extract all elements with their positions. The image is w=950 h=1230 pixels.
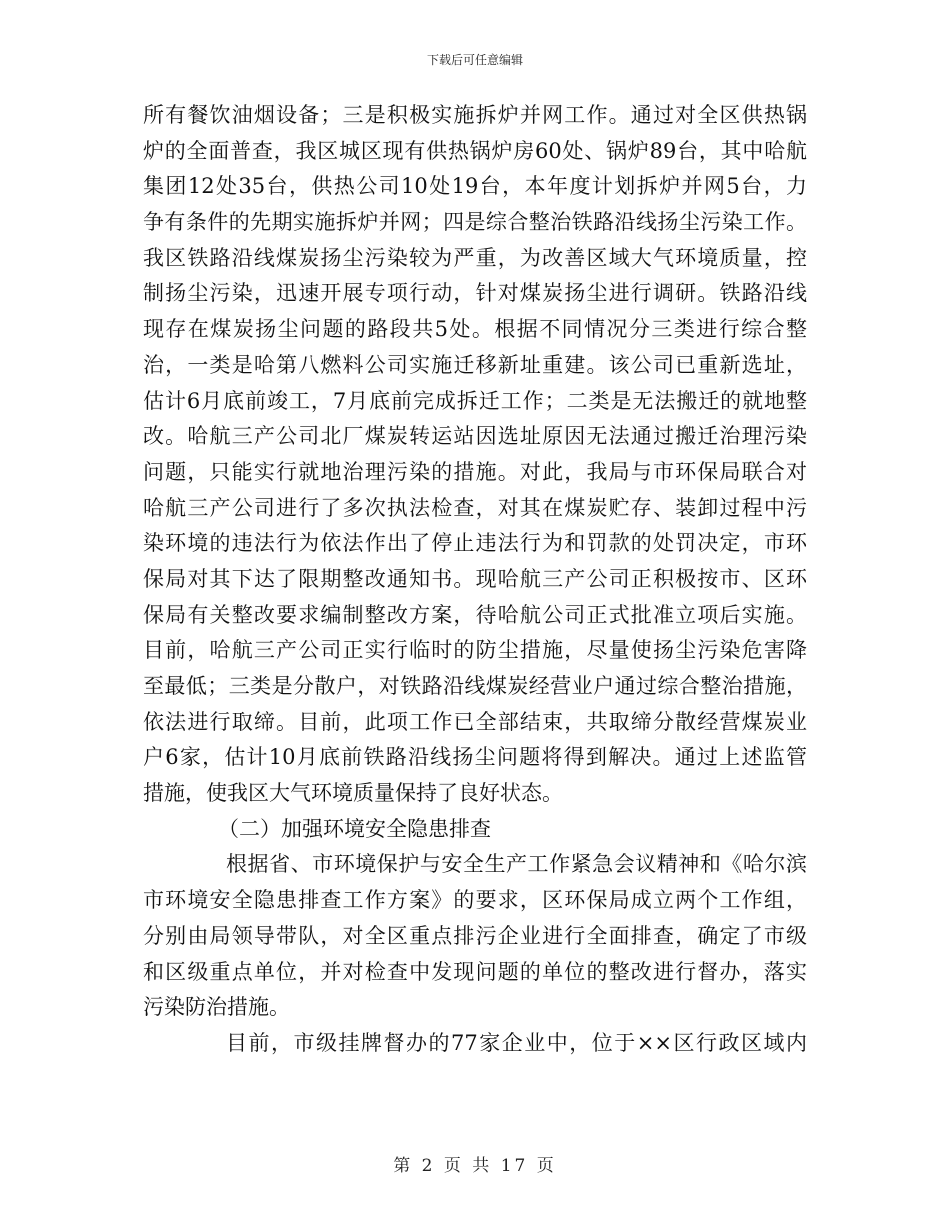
body-line: 目前，哈航三产公司正实行临时的防尘措施，尽量使扬尘污染危害降: [143, 638, 807, 663]
paragraph-line: 市环境安全隐患排查工作方案》的要求，区环保局成立两个工作组，: [143, 888, 807, 913]
body-line: 争有条件的先期实施拆炉并网；四是综合整治铁路沿线扬尘污染工作。: [143, 210, 807, 235]
paragraph-line: 和区级重点单位，并对检查中发现问题的单位的整改进行督办，落实: [143, 959, 807, 984]
body-line: 炉的全面普查，我区城区现有供热锅炉房60处、锅炉89台，其中哈航: [143, 138, 807, 163]
body-line: 改。哈航三产公司北厂煤炭转运站因选址原因无法通过搬迁治理污染: [143, 424, 807, 449]
page-header-note: 下载后可任意编辑: [426, 53, 523, 67]
body-line: 哈航三产公司进行了多次执法检查，对其在煤炭贮存、装卸过程中污: [143, 495, 807, 520]
body-line: 我区铁路沿线煤炭扬尘污染较为严重，为改善区域大气环境质量，控: [143, 245, 807, 270]
body-line: 至最低；三类是分散户，对铁路沿线煤炭经营业户通过综合整治措施，: [143, 674, 807, 698]
section-heading: （二）加强环境安全隐患排查: [218, 816, 491, 841]
paragraph-line: 目前，市级挂牌督办的77家企业中，位于××区行政区域内: [226, 1030, 807, 1055]
paragraph-line: 根据省、市环境保护与安全生产工作紧急会议精神和《哈尔滨: [226, 852, 807, 877]
body-line: 制扬尘污染，迅速开展专项行动，针对煤炭扬尘进行调研。铁路沿线: [143, 281, 807, 306]
page-number: 第 2 页 共 17 页: [393, 1156, 557, 1176]
body-line: 染环境的违法行为依法作出了停止违法行为和罚款的处罚决定，市环: [143, 531, 807, 556]
body-line: 问题，只能实行就地治理污染的措施。对此，我局与市环保局联合对: [143, 459, 807, 484]
body-line: 依法进行取缔。目前，此项工作已全部结束，共取缔分散经营煤炭业: [143, 709, 807, 734]
paragraph-line: 分别由局领导带队，对全区重点排污企业进行全面排查，确定了市级: [143, 923, 807, 948]
body-line: 现存在煤炭扬尘问题的路段共5处。根据不同情况分三类进行综合整: [143, 317, 807, 342]
body-line: 治，一类是哈第八燃料公司实施迁移新址重建。该公司已重新选址，: [143, 352, 807, 377]
body-line: 户6家，估计10月底前铁路沿线扬尘问题将得到解决。通过上述监管: [143, 745, 807, 770]
body-line: 估计6月底前竣工，7月底前完成拆迁工作；二类是无法搬迁的就地整: [143, 388, 807, 413]
paragraph-line: 污染防治措施。: [143, 995, 290, 1020]
body-line: 集团12处35台，供热公司10处19台，本年度计划拆炉并网5台，力: [143, 174, 807, 199]
body-line: 所有餐饮油烟设备；三是积极实施拆炉并网工作。通过对全区供热锅: [143, 103, 807, 127]
document-body: [143, 98, 807, 1062]
body-line: 措施，使我区大气环境质量保持了良好状态。: [143, 781, 563, 806]
body-line: 保局有关整改要求编制整改方案，待哈航公司正式批准立项后实施。: [143, 602, 807, 627]
body-line: 保局对其下达了限期整改通知书。现哈航三产公司正积极按市、区环: [143, 566, 807, 591]
